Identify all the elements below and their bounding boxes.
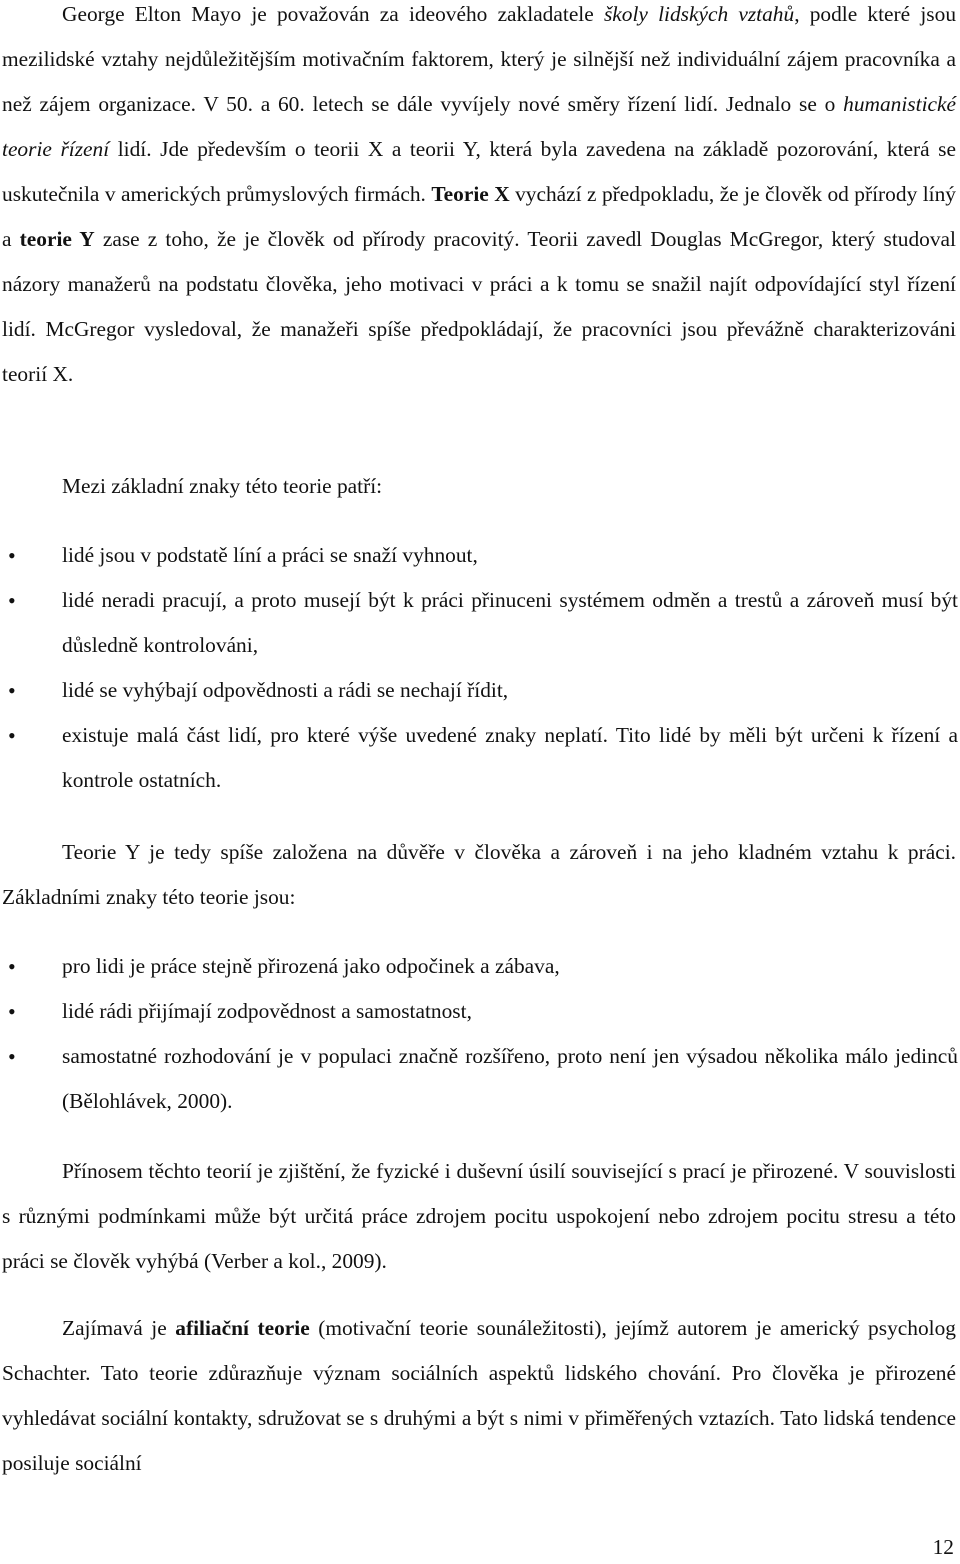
bold-term: teorie Y	[19, 227, 95, 251]
list-item	[0, 713, 958, 803]
italic-term: školy lidských vztahů	[603, 2, 795, 26]
list-item-text: samostatné rozhodování je v populaci značně rozšířeno, proto není jen výsadou několika málo jedinců (Bělohlávek, 2000).	[62, 1044, 958, 1113]
list-item-text: lidé se vyhýbají odpovědnosti a rádi se nechají řídit,	[62, 678, 509, 702]
list-item	[0, 1034, 958, 1124]
text-run: zase z toho, že je člověk od přírody pracovitý. Teorii zavedl Douglas McGregor, který studoval názory manažerů na podstatu člověka, jeho motivaci v práci a k tomu se snažil najít odpovídající styl řízení lidí. McGregor vysledoval, že manažeři spíše předpokládají, že pracovníci jsou převážně charakterizováni teorií X.	[2, 227, 956, 386]
bold-term: afiliační teorie	[175, 1316, 310, 1340]
page-number: 12	[932, 1535, 954, 1559]
list-item	[0, 944, 958, 989]
italic-term: humanistické teorie řízení	[2, 92, 956, 161]
theory-y-list	[0, 944, 958, 1124]
bullet-icon: •	[8, 999, 16, 1024]
list-item	[0, 578, 958, 668]
list-item-text: existuje malá část lidí, pro které výše uvedené znaky neplatí. Tito lidé by měli být určeni k řízení a kontrole ostatních.	[62, 723, 958, 792]
list-item	[0, 989, 958, 1034]
list-item-text: pro lidi je práce stejně přirozená jako odpočinek a zábava,	[62, 954, 560, 978]
list-item-text: lidé neradi pracují, a proto musejí být k práci přinuceni systémem odměn a trestů a zároveň musí být důsledně kontrolováni,	[62, 588, 958, 657]
list-item	[0, 533, 958, 578]
paragraph-theory-y-intro: Teorie Y je tedy spíše založena na důvěře v člověka a zároveň i na jeho kladném vztahu k práci. Základními znaky této teorie jsou:	[2, 840, 956, 909]
text-run: Zajímavá je	[62, 1316, 176, 1340]
paragraph-benefit: Přínosem těchto teorií je zjištění, že fyzické i duševní úsilí související s prací je přirozené. V souvislosti s různými podmínkami může být určitá práce zdrojem pocitu uspokojení nebo zdrojem pocitu stresu a této práci se člověk vyhýbá (Verber a kol., 2009).	[2, 1159, 956, 1273]
paragraph-mayo-theory	[2, 0, 956, 397]
bullet-icon: •	[8, 588, 16, 613]
bullet-icon: •	[8, 723, 16, 748]
text-run: , podle které jsou mezilidské vztahy nejdůležitějším motivačním faktorem, který je silnější než individuální zájem pracovníka a než zájem organizace. V 50. a 60. letech se dále vyvíjely nové směry řízení lidí. Jednalo se o	[2, 2, 957, 116]
text-run: vychází z předpokladu, že je člověk od přírody líný a	[2, 182, 956, 251]
text-run: George Elton Mayo je považován za ideového zakladatele	[62, 2, 604, 26]
list-item	[0, 668, 958, 713]
paragraph-affiliation-theory	[2, 1306, 956, 1486]
bullet-icon: •	[8, 954, 16, 979]
list-item-text: lidé rádi přijímají zodpovědnost a samostatnost,	[62, 999, 472, 1023]
bullet-icon: •	[8, 1044, 16, 1069]
text-run: lidí. Jde především o teorii X a teorii Y, která byla zavedena na základě pozorování, která se uskutečnila v amerických průmyslových firmách.	[2, 137, 956, 206]
bold-term: Teorie X	[431, 182, 510, 206]
bullet-icon: •	[8, 678, 16, 703]
text-run: (motivační teorie sounáležitosti), jejímž autorem je americký psycholog Schachter. Tato teorie zdůrazňuje význam sociálních aspektů lidského chování. Pro člověka je přirozené vyhledávat sociální kontakty, sdružovat se s druhými a být s nimi v přiměřených vztazích. Tato lidská tendence posiluje sociální	[2, 1316, 956, 1475]
paragraph-theory-x-intro: Mezi základní znaky této teorie patří:	[62, 474, 383, 498]
list-item-text: lidé jsou v podstatě líní a práci se snaží vyhnout,	[62, 543, 478, 567]
bullet-icon: •	[8, 543, 16, 568]
theory-x-list	[0, 533, 958, 803]
